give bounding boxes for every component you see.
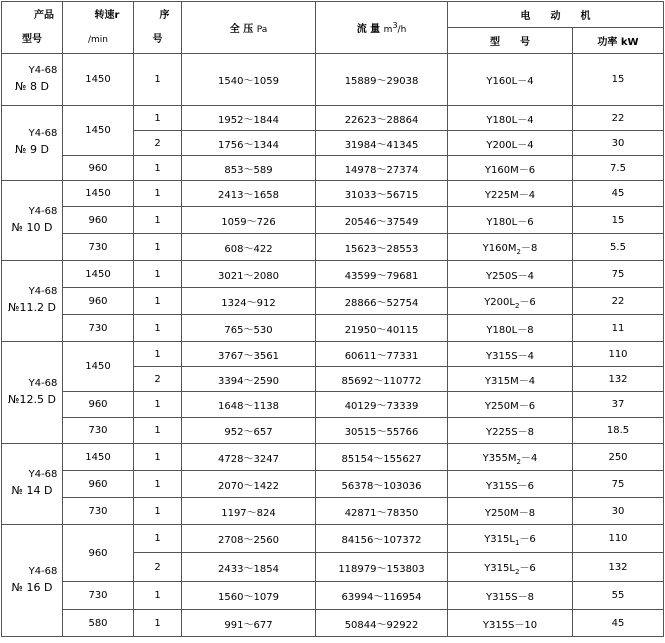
fan-spec-table [1,1,664,637]
power-cell: 110 [573,525,664,553]
power-cell: 45 [573,610,664,637]
header-product-model [2,2,63,54]
header-speed-line1: 转速r [94,9,120,21]
flow-cell: 42871～78350 [316,498,448,525]
header-motor-model: 型 号 [448,28,573,54]
speed-cell: 960 [63,525,134,582]
table-row [2,610,664,637]
seq-cell: 1 [134,261,182,288]
header-motor-group: 电 动 机 [448,2,664,28]
power-cell: 22 [573,288,664,315]
header-motor-power: 功率 kW [573,28,664,54]
seq-cell: 1 [134,156,182,181]
motor-cell: Y180L－4 [448,106,573,131]
model-line1: Y4-68 [28,205,58,217]
motor-cell: Y315S－4 [448,342,573,367]
model-line1: Y4-68 [28,377,58,389]
pressure-cell: 1324～912 [182,288,316,315]
motor-cell: Y160M－6 [448,156,573,181]
power-cell: 132 [573,367,664,392]
model-line2: №11.2 D [8,301,56,314]
motor-base: Y200L [484,296,515,308]
seq-cell: 1 [134,342,182,367]
flow-cell: 60611～77331 [316,342,448,367]
header-pressure-label: 全 压 [229,24,254,35]
flow-cell: 14978～27374 [316,156,448,181]
table-row [2,54,664,106]
pressure-cell: 2070～1422 [182,471,316,498]
motor-base: Y315L [484,562,515,574]
power-cell: 37 [573,392,664,418]
seq-cell: 1 [134,54,182,106]
power-cell: 110 [573,342,664,367]
seq-cell: 1 [134,315,182,342]
pressure-cell: 2433～1854 [182,553,316,582]
model-line2: № 8 D [15,79,49,93]
table-row [2,261,664,288]
motor-cell: Y225S－8 [448,418,573,444]
speed-cell: 730 [63,582,134,610]
motor-suffix: －6 [519,562,536,574]
model-cell [2,106,63,181]
power-cell: 18.5 [573,418,664,444]
pressure-cell: 952～657 [182,418,316,444]
seq-cell: 1 [134,181,182,207]
power-cell: 250 [573,444,664,471]
flow-cell: 85154～155627 [316,444,448,471]
pressure-cell: 3394～2590 [182,367,316,392]
flow-cell: 21950～40115 [316,315,448,342]
motor-base: Y355M [482,452,517,464]
header-flow [316,2,448,54]
motor-cell: Y180L－8 [448,315,573,342]
motor-cell: Y180L－6 [448,207,573,234]
table-row [2,342,664,367]
header-product-line1: 产品 [34,9,54,21]
motor-sub: 1 [514,539,520,547]
speed-cell: 1450 [63,342,134,392]
header-product-line2: 型号 [22,33,42,45]
table-row [2,234,664,261]
model-line1: Y4-68 [28,565,58,577]
seq-cell: 1 [134,106,182,131]
power-cell: 55 [573,582,664,610]
model-line1: Y4-68 [28,286,58,297]
pressure-cell: 1952～1844 [182,106,316,131]
motor-suffix: －6 [519,534,536,545]
speed-cell: 960 [63,392,134,418]
model-cell [2,342,63,444]
header-seq [134,2,182,54]
flow-cell: 31033～56715 [316,181,448,207]
speed-cell: 960 [63,471,134,498]
header-speed [63,2,134,54]
table-row [2,444,664,471]
power-cell: 30 [573,131,664,156]
flow-cell: 50844～92922 [316,610,448,637]
motor-cell: Y315S－10 [448,610,573,637]
pressure-cell: 1560～1079 [182,582,316,610]
pressure-cell: 1197～824 [182,498,316,525]
pressure-cell: 2413～1658 [182,181,316,207]
pressure-cell: 991～677 [182,610,316,637]
seq-cell: 2 [134,553,182,582]
seq-cell: 1 [134,288,182,315]
flow-cell: 43599～79681 [316,261,448,288]
flow-cell: 85692～110772 [316,367,448,392]
pressure-cell: 1059～726 [182,207,316,234]
motor-cell: Y200L－4 [448,131,573,156]
seq-cell: 1 [134,498,182,525]
seq-cell: 1 [134,392,182,418]
motor-sub: 2 [514,567,520,576]
speed-cell: 1450 [63,444,134,471]
flow-cell: 84156～107372 [316,525,448,553]
model-line2: №12.5 D [8,392,56,406]
seq-cell: 1 [134,234,182,261]
model-line2: № 10 D [11,220,53,234]
motor-base: Y315L [484,534,515,545]
motor-cell: Y225M－4 [448,181,573,207]
table-row [2,315,664,342]
motor-cell: Y315S－8 [448,582,573,610]
flow-cell: 20546～37549 [316,207,448,234]
motor-cell: Y160L－4 [448,54,573,106]
speed-cell: 960 [63,156,134,181]
table-row [2,207,664,234]
model-line2: № 16 D [11,580,53,594]
speed-cell: 730 [63,234,134,261]
flow-cell: 30515～55766 [316,418,448,444]
model-line2: № 14 D [11,484,53,497]
header-flow-label: 流 量 [356,24,381,35]
flow-cell: 15889～29038 [316,54,448,106]
table-row [2,498,664,525]
table-row [2,392,664,418]
speed-cell: 730 [63,315,134,342]
motor-cell: Y250M－6 [448,392,573,418]
flow-cell: 28866～52754 [316,288,448,315]
speed-cell: 1450 [63,54,134,106]
power-cell: 15 [573,54,664,106]
pressure-cell: 1756～1344 [182,131,316,156]
pressure-cell: 765～530 [182,315,316,342]
pressure-cell: 4728～3247 [182,444,316,471]
seq-cell: 2 [134,367,182,392]
motor-cell: Y250M－8 [448,498,573,525]
motor-cell: Y315S－6 [448,471,573,498]
pressure-cell: 608～422 [182,234,316,261]
header-speed-line2: /min [87,34,108,45]
model-cell [2,444,63,525]
motor-suffix: －6 [519,296,536,308]
power-cell: 7.5 [573,156,664,181]
power-cell: 11 [573,315,664,342]
power-cell: 15 [573,207,664,234]
pressure-cell: 3767～3561 [182,342,316,367]
seq-cell: 2 [134,131,182,156]
pressure-cell: 1648～1138 [182,392,316,418]
power-cell: 75 [573,471,664,498]
power-cell: 132 [573,553,664,582]
model-cell [2,181,63,261]
speed-cell: 730 [63,418,134,444]
speed-cell: 960 [63,207,134,234]
power-cell: 5.5 [573,234,664,261]
header-flow-unit-a: m [383,25,393,35]
motor-suffix: －4 [520,452,538,464]
motor-cell [448,234,573,261]
pressure-cell: 853～589 [182,156,316,181]
header-pressure-unit: Pa [256,25,268,35]
seq-cell: 1 [134,525,182,553]
seq-cell: 1 [134,418,182,444]
model-cell [2,261,63,342]
model-line1: Y4-68 [28,64,58,76]
flow-cell: 31984～41345 [316,131,448,156]
header-flow-unit-exp: 3 [392,21,398,30]
motor-suffix: －8 [520,242,538,254]
header-seq-line2: 号 [152,33,163,45]
model-line1: Y4-68 [28,128,58,139]
header-flow-unit-b: /h [397,25,407,35]
model-line1: Y4-68 [28,469,58,480]
flow-cell: 22623～28864 [316,106,448,131]
model-cell [2,54,63,106]
seq-cell: 1 [134,471,182,498]
seq-cell: 1 [134,207,182,234]
flow-cell: 118979～153803 [316,553,448,582]
motor-cell [448,444,573,471]
speed-cell: 1450 [63,261,134,288]
pressure-cell: 2708～2560 [182,525,316,553]
model-cell [2,525,63,637]
flow-cell: 40129～73339 [316,392,448,418]
flow-cell: 56378～103036 [316,471,448,498]
speed-cell: 1450 [63,106,134,156]
motor-cell [448,525,573,553]
pressure-cell: 1540～1059 [182,54,316,106]
motor-cell [448,288,573,315]
motor-cell: Y315M－4 [448,367,573,392]
header-pressure [182,2,316,54]
header-seq-line1: 序 [159,9,170,21]
seq-cell: 1 [134,610,182,637]
motor-cell [448,553,573,582]
seq-cell: 1 [134,444,182,471]
power-cell: 30 [573,498,664,525]
table-row [2,181,664,207]
motor-base: Y160M [482,242,517,254]
motor-cell: Y250S－4 [448,261,573,288]
speed-cell: 730 [63,498,134,525]
speed-cell: 960 [63,288,134,315]
seq-cell: 1 [134,582,182,610]
power-cell: 45 [573,181,664,207]
flow-cell: 15623～28553 [316,234,448,261]
table-row [2,525,664,553]
table-row [2,156,664,181]
model-line2: № 9 D [15,143,49,156]
power-cell: 22 [573,106,664,131]
table-row [2,288,664,315]
flow-cell: 63994～116954 [316,582,448,610]
motor-sub: 2 [516,457,521,466]
speed-cell: 580 [63,610,134,637]
table-row [2,418,664,444]
motor-sub: 2 [516,247,521,256]
power-cell: 75 [573,261,664,288]
speed-cell: 1450 [63,181,134,207]
motor-sub: 2 [514,301,520,310]
table-row [2,582,664,610]
pressure-cell: 3021～2080 [182,261,316,288]
table-row [2,106,664,131]
table-row [2,471,664,498]
